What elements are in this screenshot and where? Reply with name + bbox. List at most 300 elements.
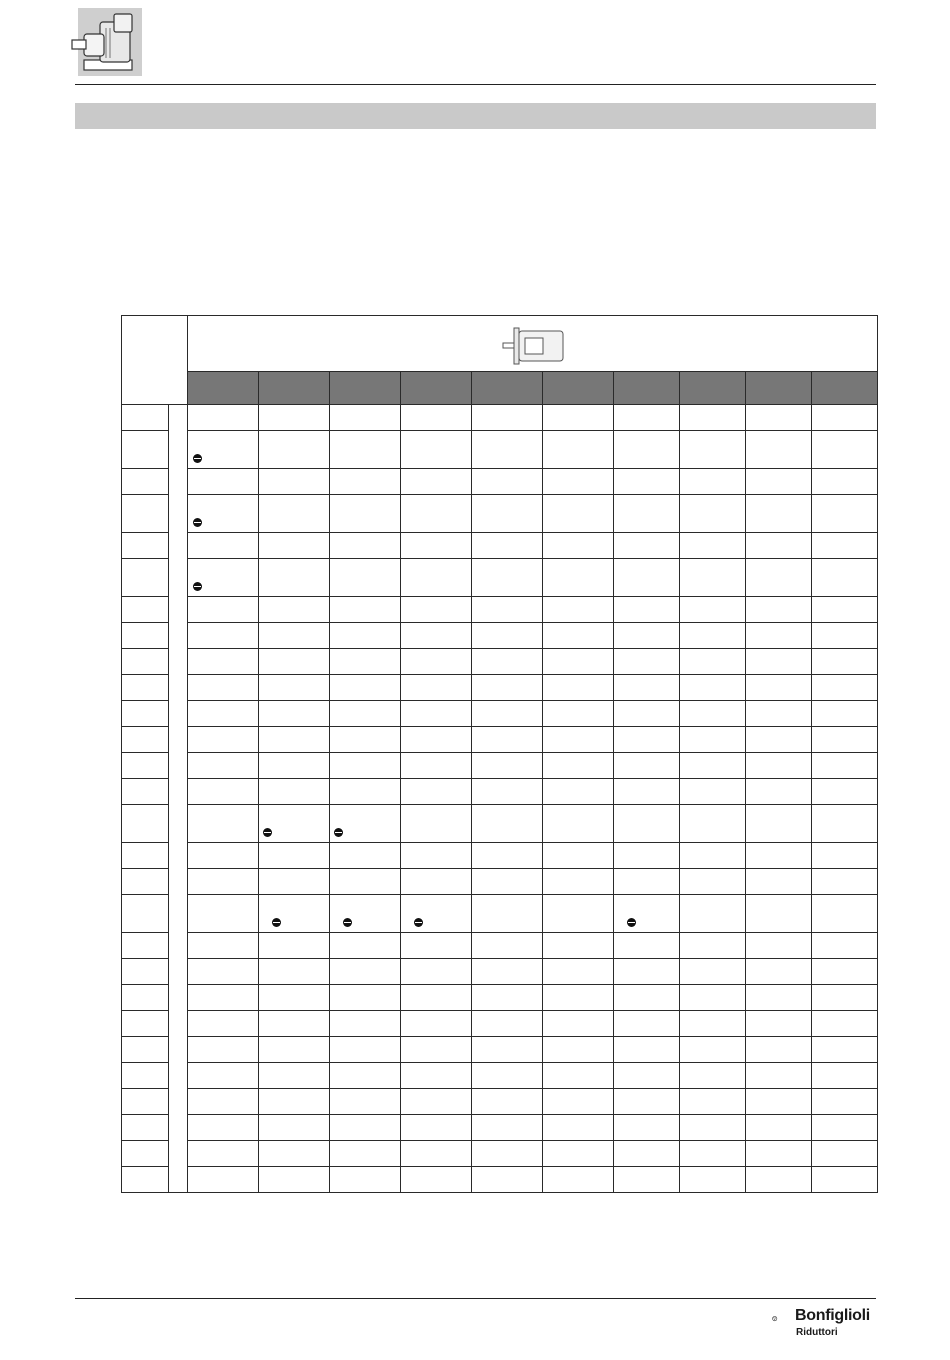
table-cell	[614, 597, 680, 623]
motor-flange-icon	[501, 321, 565, 369]
table-cell	[680, 1037, 746, 1063]
row-label-cell	[122, 805, 169, 843]
table-row	[122, 1115, 878, 1141]
table-cell	[330, 597, 401, 623]
table-cell	[472, 1089, 543, 1115]
table-cell	[401, 405, 472, 431]
table-cell	[472, 1063, 543, 1089]
table-cell	[746, 1089, 812, 1115]
table-cell	[401, 779, 472, 805]
table-cell	[812, 869, 878, 895]
table-row	[122, 959, 878, 985]
motor-header-cell	[188, 316, 878, 372]
table-cell	[543, 623, 614, 649]
table-cell	[680, 843, 746, 869]
row-label-cell	[122, 1037, 169, 1063]
group-column-cell	[169, 675, 188, 701]
table-cell	[472, 895, 543, 933]
group-column-cell	[169, 1037, 188, 1063]
size-column-header	[259, 372, 330, 405]
table-cell	[746, 1141, 812, 1167]
table-row	[122, 727, 878, 753]
table-cell	[472, 597, 543, 623]
not-available-marker-icon	[627, 918, 636, 927]
table-cell	[188, 727, 259, 753]
table-cell	[614, 1115, 680, 1141]
table-cell	[614, 805, 680, 843]
table-cell	[812, 533, 878, 559]
table-cell	[401, 469, 472, 495]
table-cell	[746, 701, 812, 727]
table-cell	[614, 727, 680, 753]
table-cell	[680, 933, 746, 959]
table-cell	[746, 1167, 812, 1193]
table-cell	[543, 895, 614, 933]
table-cell	[259, 1063, 330, 1089]
table-cell	[812, 405, 878, 431]
table-cell	[472, 469, 543, 495]
table-cell	[330, 1089, 401, 1115]
table-cell	[812, 727, 878, 753]
table-cell	[188, 495, 259, 533]
table-cell	[188, 1089, 259, 1115]
table-cell	[812, 753, 878, 779]
table-cell	[401, 495, 472, 533]
table-cell	[401, 805, 472, 843]
table-row	[122, 869, 878, 895]
table-cell	[330, 623, 401, 649]
table-cell	[330, 1167, 401, 1193]
table-cell	[812, 431, 878, 469]
table-cell	[543, 959, 614, 985]
table-cell	[746, 727, 812, 753]
table-cell	[746, 559, 812, 597]
table-cell	[812, 1115, 878, 1141]
table-cell	[330, 933, 401, 959]
table-cell	[259, 533, 330, 559]
table-cell	[746, 959, 812, 985]
group-column-cell	[169, 1167, 188, 1193]
row-label-cell	[122, 405, 169, 431]
table-cell	[330, 895, 401, 933]
size-column-header	[188, 372, 259, 405]
table-cell	[259, 649, 330, 675]
table-cell	[259, 405, 330, 431]
row-label-cell	[122, 1089, 169, 1115]
table-cell	[188, 469, 259, 495]
table-cell	[680, 1063, 746, 1089]
size-column-header	[543, 372, 614, 405]
table-cell	[330, 727, 401, 753]
table-cell	[472, 1167, 543, 1193]
table-cell	[680, 779, 746, 805]
group-column-cell	[169, 405, 188, 431]
table-cell	[330, 1037, 401, 1063]
table-cell	[472, 1141, 543, 1167]
table-cell	[812, 1089, 878, 1115]
table-cell	[543, 1141, 614, 1167]
table-cell	[472, 701, 543, 727]
table-cell	[188, 623, 259, 649]
table-cell	[746, 405, 812, 431]
table-cell	[746, 533, 812, 559]
table-cell	[188, 1115, 259, 1141]
table-cell	[259, 869, 330, 895]
table-cell	[543, 869, 614, 895]
row-label-cell	[122, 533, 169, 559]
table-cell	[259, 895, 330, 933]
table-cell	[259, 1089, 330, 1115]
table-cell	[680, 869, 746, 895]
table-cell	[614, 753, 680, 779]
table-cell	[259, 933, 330, 959]
table-cell	[188, 843, 259, 869]
table-row	[122, 1011, 878, 1037]
table-cell	[472, 533, 543, 559]
table-row	[122, 597, 878, 623]
table-cell	[746, 623, 812, 649]
table-cell	[543, 805, 614, 843]
table-cell	[812, 649, 878, 675]
group-column-cell	[169, 623, 188, 649]
table-cell	[188, 649, 259, 675]
table-cell	[330, 805, 401, 843]
table-cell	[746, 843, 812, 869]
table-row	[122, 469, 878, 495]
table-cell	[812, 895, 878, 933]
table-cell	[746, 469, 812, 495]
table-cell	[472, 649, 543, 675]
row-label-cell	[122, 959, 169, 985]
table-cell	[401, 1063, 472, 1089]
group-column-cell	[169, 1141, 188, 1167]
table-cell	[812, 623, 878, 649]
table-cell	[543, 843, 614, 869]
table-cell	[401, 623, 472, 649]
table-cell	[680, 495, 746, 533]
table-cell	[614, 1141, 680, 1167]
table-cell	[330, 649, 401, 675]
table-cell	[614, 1063, 680, 1089]
table-cell	[812, 701, 878, 727]
table-row	[122, 805, 878, 843]
table-cell	[812, 469, 878, 495]
table-cell	[188, 1063, 259, 1089]
table-cell	[543, 779, 614, 805]
table-cell	[543, 701, 614, 727]
table-row	[122, 1089, 878, 1115]
size-column-header	[812, 372, 878, 405]
table-cell	[614, 1011, 680, 1037]
table-cell	[680, 1141, 746, 1167]
group-column-cell	[169, 869, 188, 895]
table-cell	[472, 559, 543, 597]
table-row	[122, 533, 878, 559]
table-cell	[543, 405, 614, 431]
table-cell	[401, 869, 472, 895]
table-cell	[614, 469, 680, 495]
table-cell	[330, 701, 401, 727]
table-cell	[543, 431, 614, 469]
table-cell	[812, 805, 878, 843]
table-cell	[259, 959, 330, 985]
table-cell	[188, 753, 259, 779]
group-column-cell	[169, 701, 188, 727]
group-column-cell	[169, 1063, 188, 1089]
table-cell	[680, 959, 746, 985]
table-cell	[188, 701, 259, 727]
table-cell	[746, 675, 812, 701]
table-cell	[188, 985, 259, 1011]
brand-subtitle: Riduttori	[796, 1327, 838, 1338]
table-cell	[401, 933, 472, 959]
table-cell	[543, 649, 614, 675]
table-cell	[259, 623, 330, 649]
table-cell	[614, 843, 680, 869]
table-cell	[614, 623, 680, 649]
not-available-marker-icon	[334, 828, 343, 837]
table-cell	[259, 597, 330, 623]
table-cell	[543, 533, 614, 559]
table-cell	[614, 701, 680, 727]
table-cell	[543, 727, 614, 753]
table-cell	[746, 1063, 812, 1089]
table-cell	[188, 869, 259, 895]
table-row	[122, 405, 878, 431]
table-cell	[259, 1011, 330, 1037]
row-label-cell	[122, 1141, 169, 1167]
table-cell	[330, 959, 401, 985]
table-cell	[472, 405, 543, 431]
table-cell	[746, 869, 812, 895]
table-cell	[614, 985, 680, 1011]
table-cell	[614, 649, 680, 675]
table-cell	[472, 959, 543, 985]
table-cell	[680, 895, 746, 933]
table-cell	[680, 469, 746, 495]
table-cell	[680, 727, 746, 753]
table-cell	[812, 495, 878, 533]
group-column-cell	[169, 985, 188, 1011]
table-cell	[614, 1167, 680, 1193]
table-cell	[259, 1037, 330, 1063]
table-cell	[614, 1089, 680, 1115]
table-cell	[472, 675, 543, 701]
row-label-cell	[122, 779, 169, 805]
table-cell	[401, 1141, 472, 1167]
table-row	[122, 753, 878, 779]
table-cell	[543, 933, 614, 959]
group-column-cell	[169, 649, 188, 675]
table-cell	[330, 985, 401, 1011]
table-cell	[188, 1141, 259, 1167]
corner-cell	[122, 316, 188, 405]
table-cell	[259, 701, 330, 727]
table-cell	[259, 469, 330, 495]
footer-rule	[75, 1298, 876, 1299]
table-cell	[188, 779, 259, 805]
table-row	[122, 1037, 878, 1063]
group-column-cell	[169, 933, 188, 959]
table-cell	[259, 805, 330, 843]
size-column-header	[330, 372, 401, 405]
group-column-cell	[169, 753, 188, 779]
row-label-cell	[122, 869, 169, 895]
table-cell	[680, 701, 746, 727]
table-cell	[472, 1115, 543, 1141]
not-available-marker-icon	[193, 518, 202, 527]
row-label-cell	[122, 1063, 169, 1089]
size-column-header	[472, 372, 543, 405]
table-cell	[259, 1115, 330, 1141]
table-cell	[188, 405, 259, 431]
size-column-header	[614, 372, 680, 405]
table-row	[122, 1141, 878, 1167]
table-cell	[614, 779, 680, 805]
table-cell	[680, 533, 746, 559]
table-cell	[188, 597, 259, 623]
table-cell	[188, 895, 259, 933]
table-cell	[259, 559, 330, 597]
group-column-cell	[169, 895, 188, 933]
table-cell	[746, 985, 812, 1011]
table-cell	[188, 1011, 259, 1037]
table-row	[122, 933, 878, 959]
table-row	[122, 843, 878, 869]
table-cell	[330, 675, 401, 701]
table-cell	[401, 701, 472, 727]
table-cell	[680, 1115, 746, 1141]
table-cell	[614, 559, 680, 597]
table-cell	[188, 431, 259, 469]
table-cell	[401, 431, 472, 469]
table-cell	[680, 559, 746, 597]
table-cell	[680, 1089, 746, 1115]
table-cell	[330, 559, 401, 597]
group-column-cell	[169, 469, 188, 495]
table-cell	[401, 597, 472, 623]
table-cell	[614, 495, 680, 533]
table-cell	[259, 1141, 330, 1167]
table-cell	[812, 1037, 878, 1063]
table-cell	[680, 753, 746, 779]
table-cell	[543, 469, 614, 495]
row-label-cell	[122, 1011, 169, 1037]
table-cell	[330, 495, 401, 533]
group-column-cell	[169, 779, 188, 805]
table-cell	[259, 779, 330, 805]
table-cell	[472, 843, 543, 869]
group-column-cell	[169, 1089, 188, 1115]
table-cell	[188, 805, 259, 843]
row-label-cell	[122, 469, 169, 495]
table-cell	[472, 985, 543, 1011]
table-cell	[259, 753, 330, 779]
table-cell	[188, 675, 259, 701]
table-cell	[472, 1037, 543, 1063]
table-cell	[543, 985, 614, 1011]
table-cell	[614, 533, 680, 559]
table-cell	[812, 843, 878, 869]
table-cell	[259, 843, 330, 869]
row-label-cell	[122, 895, 169, 933]
table-cell	[259, 495, 330, 533]
table-cell	[614, 869, 680, 895]
table-cell	[401, 1167, 472, 1193]
table-cell	[188, 1037, 259, 1063]
table-cell	[472, 753, 543, 779]
table-cell	[259, 727, 330, 753]
table-cell	[401, 533, 472, 559]
table-cell	[543, 675, 614, 701]
table-cell	[330, 869, 401, 895]
row-label-cell	[122, 649, 169, 675]
row-label-cell	[122, 843, 169, 869]
table-cell	[330, 533, 401, 559]
table-cell	[543, 1089, 614, 1115]
table-cell	[330, 1063, 401, 1089]
table-cell	[543, 1011, 614, 1037]
table-cell	[330, 1141, 401, 1167]
table-cell	[812, 1141, 878, 1167]
table-cell	[746, 495, 812, 533]
table-cell	[472, 933, 543, 959]
table-cell	[746, 895, 812, 933]
table-cell	[401, 727, 472, 753]
table-cell	[746, 753, 812, 779]
group-column-cell	[169, 431, 188, 469]
row-label-cell	[122, 701, 169, 727]
table-cell	[680, 1011, 746, 1037]
table-cell	[259, 985, 330, 1011]
table-cell	[401, 843, 472, 869]
group-column-cell	[169, 1115, 188, 1141]
table-cell	[812, 1167, 878, 1193]
table-row	[122, 431, 878, 469]
table-cell	[543, 1115, 614, 1141]
table-cell	[543, 1063, 614, 1089]
table-cell	[401, 985, 472, 1011]
table-cell	[812, 933, 878, 959]
table-cell	[401, 675, 472, 701]
table-cell	[614, 895, 680, 933]
table-cell	[746, 779, 812, 805]
table-cell	[746, 933, 812, 959]
table-row	[122, 985, 878, 1011]
table-cell	[543, 1167, 614, 1193]
table-row	[122, 895, 878, 933]
group-column-cell	[169, 1011, 188, 1037]
brand-name: Bonfiglioli	[795, 1307, 870, 1324]
table-cell	[188, 933, 259, 959]
table-cell	[472, 805, 543, 843]
table-cell	[614, 959, 680, 985]
table-cell	[680, 985, 746, 1011]
not-available-marker-icon	[343, 918, 352, 927]
data-table	[121, 315, 878, 1193]
table-cell	[614, 405, 680, 431]
table-cell	[543, 495, 614, 533]
row-label-cell	[122, 597, 169, 623]
table-cell	[330, 779, 401, 805]
table-cell	[812, 559, 878, 597]
table-cell	[401, 753, 472, 779]
table-row	[122, 675, 878, 701]
table-cell	[680, 1167, 746, 1193]
table-cell	[614, 933, 680, 959]
table-cell	[259, 675, 330, 701]
table-cell	[543, 559, 614, 597]
